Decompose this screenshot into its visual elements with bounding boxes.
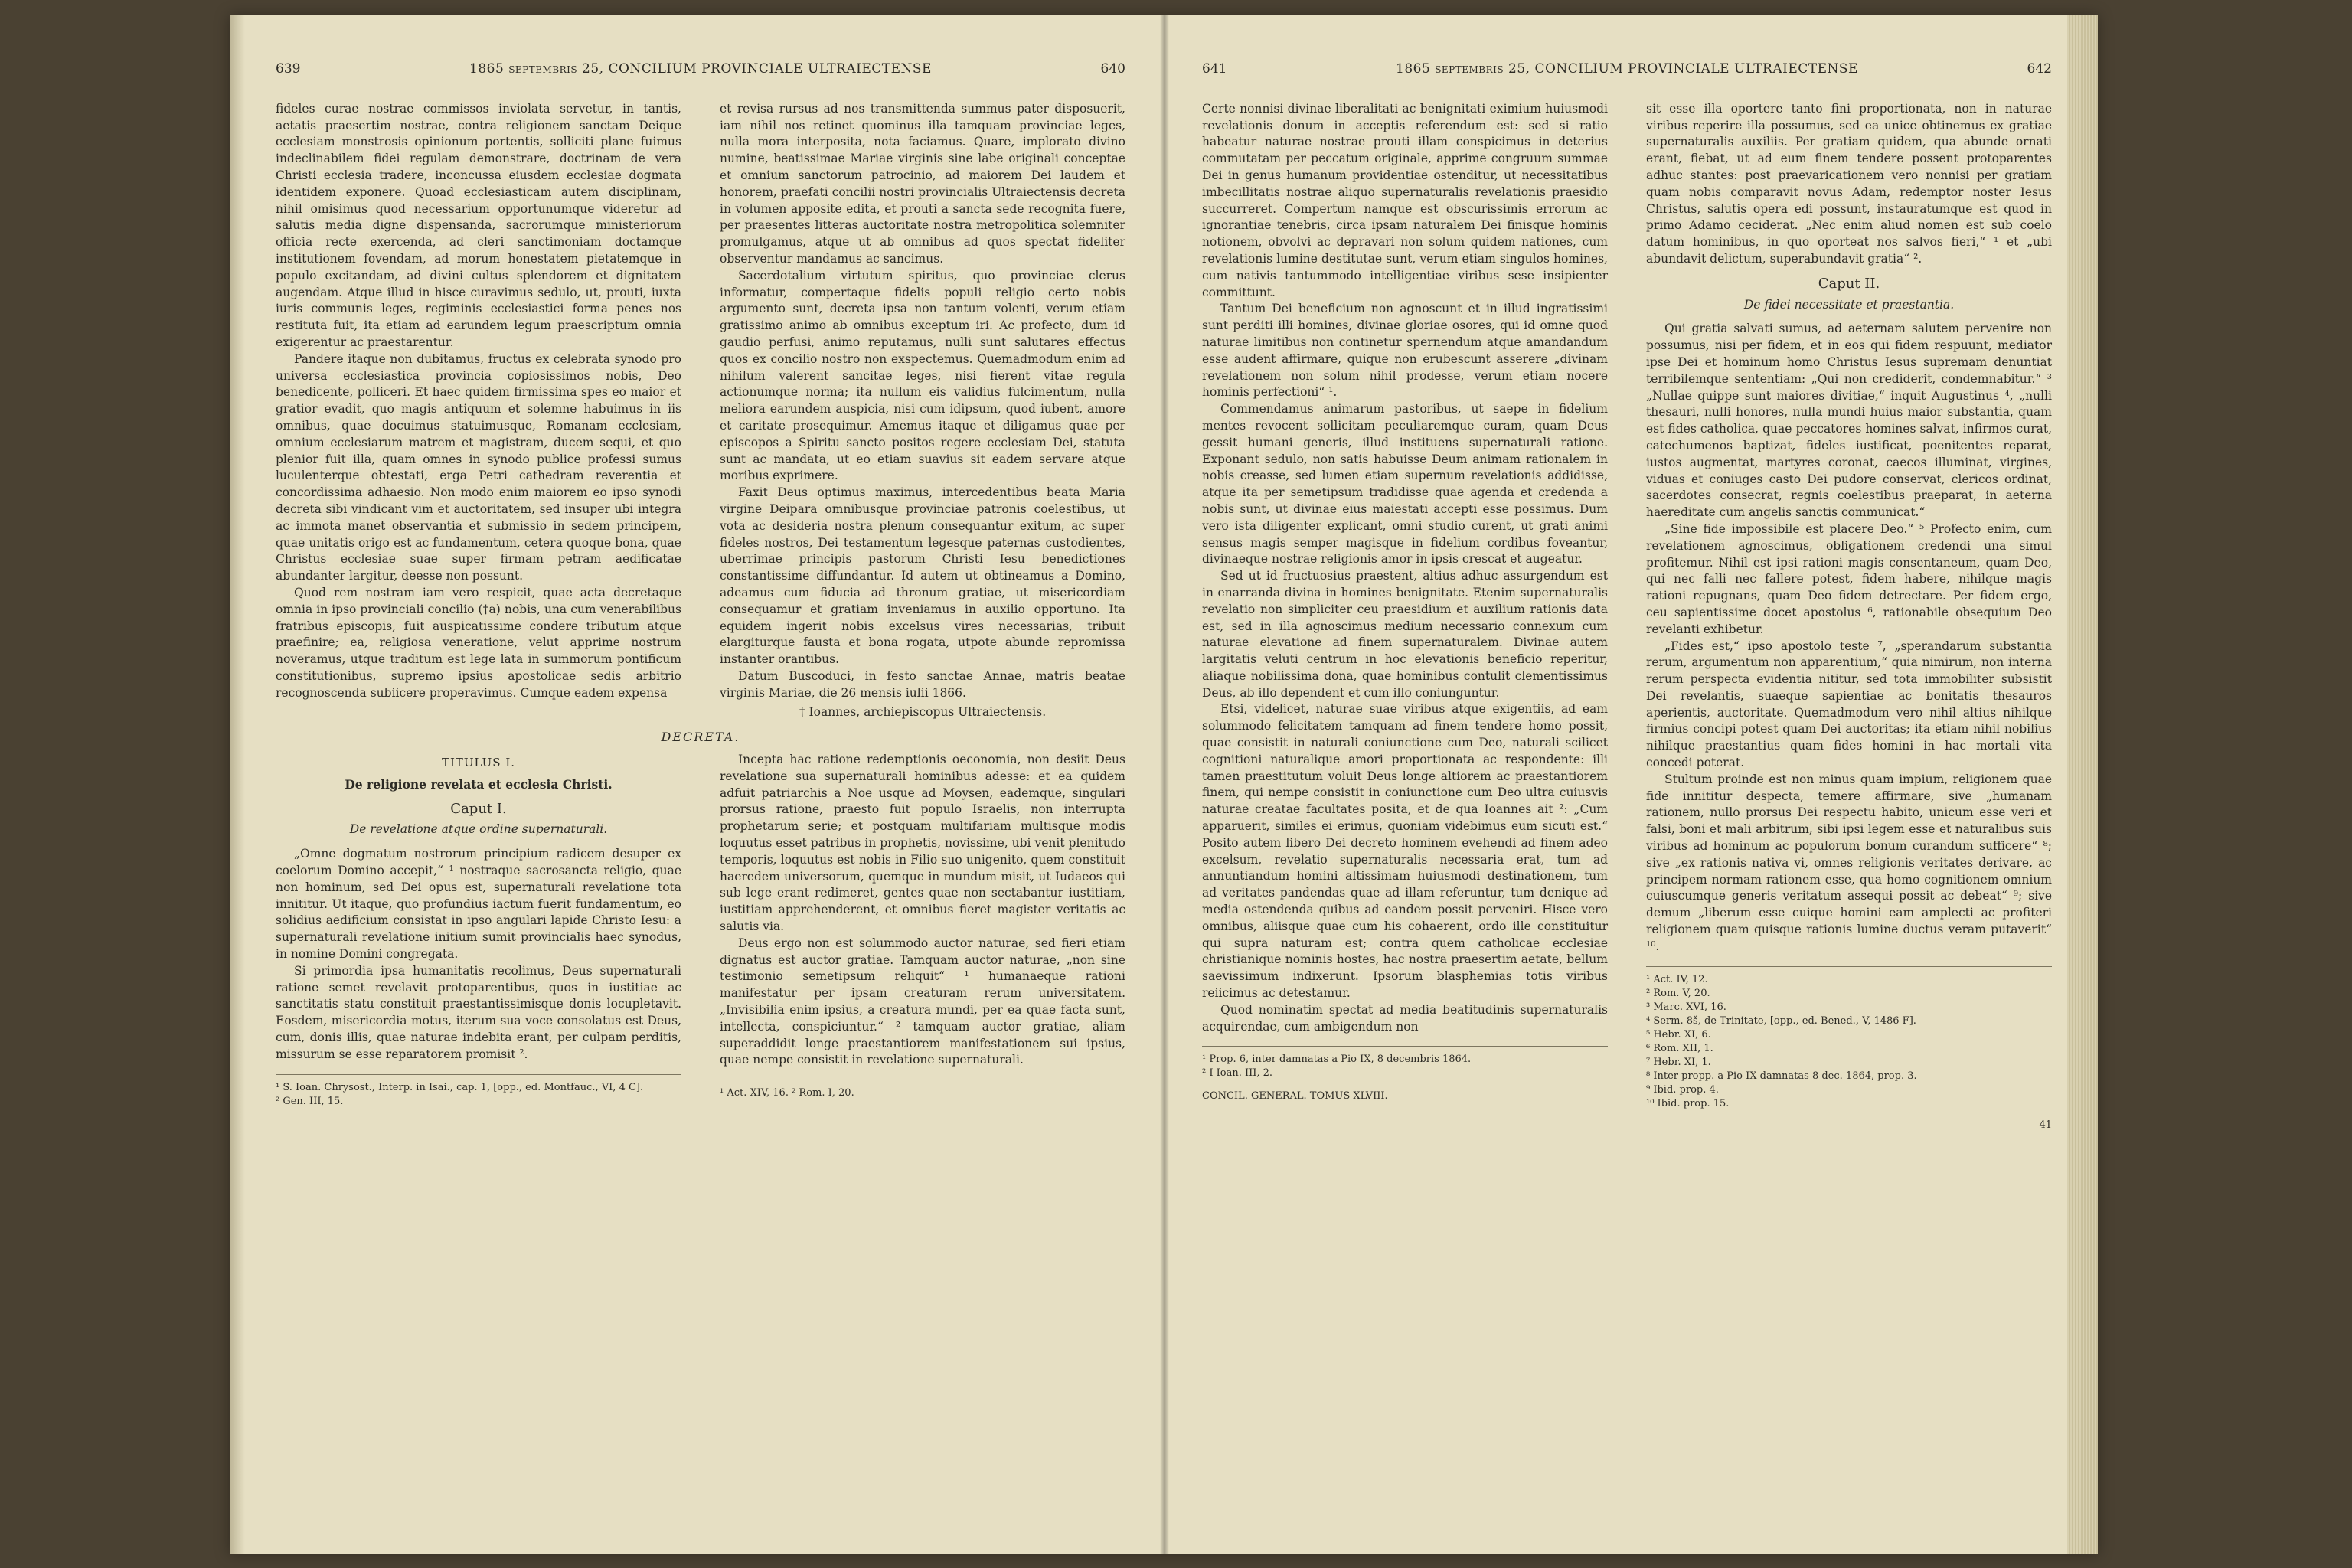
- footnote: ² I Ioan. III, 2.: [1202, 1067, 1273, 1080]
- footnote: ² Rom. V, 20.: [1646, 987, 1710, 999]
- footnote: ¹ Act. IV, 12.: [1646, 973, 1708, 985]
- book-spread: [230, 15, 2098, 1554]
- left-page-column-2-lower: [720, 752, 1125, 1109]
- left-page: [276, 61, 1125, 1539]
- footnote: ¹⁰ Ibid. prop. 15.: [1646, 1097, 1730, 1109]
- paragraph: „Sine fide impossibile est placere Deo.“ ⁵ Profecto enim, cum revelationem agnoscimus, obligationem credendi una simul profitemur. Nihil est ipsi rationi magis consentaneum, quam Deo, qui nec falli nec fallere potest, fidem habere, nihilque magis rationi repugnans, quam Deo fidem detrectare. Per fidem ergo, ceu sapientissime docet apostolus ⁶, rationabile obsequium Deo revelanti exhibetur.: [1646, 521, 2052, 636]
- page-number-641: 641: [1202, 61, 1227, 77]
- footnotes: [720, 1080, 1125, 1100]
- signoff: † Ioannes, archiepiscopus Ultraiectensis.: [799, 705, 1047, 720]
- right-page-column-2: [1646, 101, 2052, 1134]
- paragraph: Stultum proinde est non minus quam impium, religionem quae fide innititur despecta, temere affirmare, sive „humanam rationem, nullo prorsus Dei respectu habito, unicum esse veri et falsi, boni et mali arbitrum, sibi ipsi legem esse et naturalibus suis viribus ad hominum ac populorum bonum curandum sufficere“ ⁸; sive „ex rationis nativa vi, omnes religionis veritates derivare, ac principem normam rationem esse, qua homo cognitionem omnium cuiuscumque generis veritatum assequi possit ac debeat“ ⁹; sive demum „liberum esse cuique homini eam amplecti ac profiteri religionem quam quisque rationis lumine ductus veram putaverit“ ¹⁰.: [1646, 772, 2052, 953]
- paragraph: Commendamus animarum pastoribus, ut saepe in fidelium mentes revocent sollicitam peculiaremque curam, quam Deus gessit humani generis, illud instituens supernaturali ratione. Exponant sedulo, non satis habuisse Deum animam rationalem in nobis creasse, sed lumen etiam supernum revelationis addidisse, atque ita per semetipsum tradidisse quae agenda et credenda a nobis sunt, ut divinae eius maiestati accepti esse possimus. Dum vero ista diligenter explicant, omni studio curent, ut grati animi sensus magis semper magisque in fidelium cordibus foveantur, divinaeque nostrae religionis amor in ipsis crescat et augeatur.: [1202, 402, 1608, 567]
- footnote: ⁴ Serm. 8š, de Trinitate, [opp., ed. Bened., V, 1486 F].: [1646, 1014, 1916, 1027]
- footnote: ¹ Prop. 6, inter damnatas a Pio IX, 8 decembris 1864.: [1202, 1054, 1472, 1066]
- running-head-title: 1865 septembris 25, CONCILIUM PROVINCIALE ULTRAIECTENSE: [469, 61, 932, 77]
- paragraph: Etsi, videlicet, naturae suae viribus atque exigentiis, ad eam solummodo felicitatem tamquam ad finem tendere homo possit, quae consistit in naturali coniunctione cum Deo, naturali scilicet cognitioni naturalique amori proportionata ac respondente: illi tamen praestitutum voluit Deus longe altiorem ac praestantiorem finem, qui nempe consistit in coniunctione cum Deo ultra cuiusvis naturae creatae facultates posita, et de qua Ioannes ait ²: „Cum apparuerit, similes ei erimus, quoniam videbimus eum sicuti est.“ Posito autem libero Dei decreto hominem evehendi ad finem adeo excelsum, revelatio supernaturalis necessaria erat, tum ad annuntiandum homini altissimam huiusmodi destinationem, tum ad veritates pandendas quae ad illam referuntur, tum denique ad media ostendenda quibus ad eandem possit perveniri. Hisce vero omnibus, aliisque quae cum his cohaerent, ordo ille constituitur qui supra naturam est; contra quem catholicae ecclesiae christianique nominis hostes, hac nostra praesertim aetate, bellum saevissimum indixerunt. Ipsorum blasphemias totis viribus reiicimus ac detestamur.: [1202, 702, 1608, 1001]
- paragraph: „Fides est,“ ipso apostolo teste ⁷, „sperandarum substantia rerum, argumentum non apparentium,“ quia nimirum, non interna rerum perspecta evidentia nititur, sed tota immobiliter subsistit Dei revelantis, suaeque sapientiae ac bonitatis thesauros aperientis, auctoritate. Quemadmodum vero nihil altius nihilque firmius concipi potest quam Dei auctoritas; ita etiam nihil nobilius nihilque praestantius quam fides homini in hac mortali vita concedi poterat.: [1646, 639, 2052, 770]
- paragraph: Qui gratia salvati sumus, ad aeternam salutem pervenire non possumus, nisi per fidem, et in eos qui fidem respuunt, mediator ipse Dei et hominum homo Christus Iesus supremam denuntiat terribilemque sententiam: „Qui non crediderit, condemnabitur.“ ³ „Nullae quippe sunt maiores divitiae,“ inquit Augustinus ⁴, „nulli thesauri, nulli honores, nulla mundi huius maior substantia, quam est fides catholica, quae peccatores homines salvat, infirmos curat, catechumenos baptizat, fideles iustificat, poenitentes reparat, iustos augmentat, martyres coronat, caecos illuminat, virgines, viduas et coniuges casto Dei pudore conservat, clericos ordinat, sacerdotes consecrat, regnis coelestibus praeparat, in aeterna haereditate cum angelis sanctis communicat.“: [1646, 322, 2052, 520]
- footnote: ⁹ Ibid. prop. 4.: [1646, 1083, 1719, 1096]
- left-page-column-1: [276, 101, 681, 721]
- caput-heading: De revelatione atque ordine supernaturali.: [349, 822, 608, 837]
- footnote: ⁶ Rom. XII, 1.: [1646, 1042, 1713, 1054]
- book-gutter: [1160, 15, 1169, 1554]
- footnote: ⁸ Inter propp. a Pio IX damnatas 8 dec. 1864, prop. 3.: [1646, 1070, 1917, 1082]
- caput-label: Caput I.: [450, 800, 507, 817]
- left-page-column-2: [720, 101, 1125, 721]
- footnote: ³ Marc. XVI, 16.: [1646, 1001, 1726, 1013]
- paragraph: Faxit Deus optimus maximus, intercedentibus beata Maria virgine Deipara omnibusque provinciae patronis coelestibus, ut vota ac desideria nostra plenum consequantur exitum, ac super fideles nostros, Dei testamentum legesque paternas custodientes, uberrimae principis pastorum Christi Iesu benedictiones constantissime diffundantur. Id autem ut obtineamus a Domino, adeamus cum fiducia ad thronum gratiae, ut misericordiam consequamur et gratiam inveniamus in auxilio opportuno. Ita equidem ingerit nobis excelsus vires necessarias, tribuit elargiturque fausta et bona rogata, utpote abunde repromissa instanter orantibus.: [720, 485, 1125, 667]
- page-number-640: 640: [1100, 61, 1125, 77]
- footnote: ¹ Act. XIV, 16. ² Rom. I, 20.: [720, 1087, 854, 1099]
- left-running-head: [276, 61, 1125, 78]
- right-page: [1202, 61, 2052, 1539]
- paragraph: Quod rem nostram iam vero respicit, quae acta decretaque omnia in ipso provinciali concilio (†a) nobis, una cum venerabilibus fratribus episcopis, fuit auspicatissime condere tributum atque praefinire; ea, religiosa veneratione, velut apprime nostrum noveramus, utque traditum est lege lata in summorum pontificum constitutionibus, supremo ipsius apostolicae sedis arbitrio recognoscenda subiicere properavimus. Cumque eadem expensa: [276, 585, 681, 700]
- paragraph: Certe nonnisi divinae liberalitati ac benignitati eximium huiusmodi revelationis donum in acceptis referendum est: sed si ratio habeatur naturae nostrae prouti illam conspicimus in deterius commutatam per peccatum originale, apprime congruum summae Dei in genus humanum providentiae ostenditur, ut necessitatibus imbecillitatis nostrae aliquo supernaturalis revelationis praesidio succurreret. Compertum namque est obscurissimis errorum ac ignorantiae tenebris, circa ipsam naturalem Dei finisque hominis notionem, obvolvi ac depravari non solum quidem nationes, cum revelationis lumine destitutae sunt, verum etiam singulos homines, cum nativis tantummodo intelligentiae viribus sese insipienter committunt.: [1202, 101, 1608, 299]
- paragraph: Deus ergo non est solummodo auctor naturae, sed fieri etiam dignatus est auctor gratiae. Tamquam auctor naturae, „non sine testimonio semetipsum reliquit“ ¹ humanaeque rationi manifestatur per ipsam creaturam rerum universitatem. „Invisibilia enim ipsius, a creatura mundi, per ea quae facta sunt, intellecta, conspiciuntur.“ ² tamquam auctor gratiae, aliam superaddidit longe praestantiorem manifestationem sui ipsius, quae nempe consistit in revelatione supernaturali.: [720, 936, 1125, 1067]
- paragraph: Datum Buscoduci, in festo sanctae Annae, matris beatae virginis Mariae, die 26 mensis iulii 1866.: [720, 668, 1125, 700]
- footnote: ² Gen. III, 15.: [276, 1095, 344, 1107]
- page-number-639: 639: [276, 61, 301, 77]
- titulus-label: TITULUS I.: [441, 756, 516, 770]
- book-edge-right: [2067, 15, 2098, 1554]
- book-edge-left: [230, 15, 245, 1554]
- page-number-642: 642: [2027, 61, 2052, 77]
- right-running-head: [1202, 61, 2052, 78]
- decreta-heading: DECRETA.: [661, 730, 740, 745]
- paragraph: Si primordia ipsa humanitatis recolimus, Deus supernaturali ratione semet revelavit protoparentibus, quos in iustitiae ac sanctitatis statu constituit praestantissimisque donis locupletavit. Eosdem, misericordia motus, iterum sua voce consolatus est Deus, cum, donis illis, quae naturae indebita erant, per culpam perditis, missurum se esse reparatorem promisit ².: [276, 963, 681, 1061]
- caput-heading: De fidei necessitate et praestantia.: [1743, 297, 1955, 312]
- paragraph: Sacerdotalium virtutum spiritus, quo provinciae clerus informatur, compertaque fidelis populi religio certo nobis argumento sunt, decreta ipsa non tantum volenti, verum etiam gratissimo animo ab omnibus exceptum iri. Ac profecto, dum id gaudio perfusi, animo reputamus, nulli sunt salutares effectus quos ex concilio nostro non exspectemus. Quemadmodum enim ad nihilum valerent sancitae leges, nisi fierent vitae regula actionumque norma; ita nullum eis validius fulcimentum, nulla meliora earundem auspicia, nisi cum idipsum, quod iubent, amore et caritate prosequimur. Amemus itaque et diligamus quae per episcopos a Spiritu sancto positos regere ecclesiam Dei, statuta sunt ac mandata, ut eo etiam suavius sit eadem servare atque moribus exprimere.: [720, 268, 1125, 483]
- running-head-title: 1865 septembris 25, CONCILIUM PROVINCIALE ULTRAIECTENSE: [1396, 61, 1858, 77]
- paragraph: sit esse illa oportere tanto fini proportionata, non in naturae viribus reperire illa possumus, sed ea unice obtinemus ex gratiae supernaturalis auxiliis. Per gratiam quidem, qua abunde ornati erant, fiebat, ut ad eum finem tendere possent protoparentes adhuc stantes: post praevaricationem vero nonnisi per gratiam quam nobis comparavit novus Adam, redemptor noster Iesus Christus, salutis opera edi possunt, instauratumque est quod in primo Adamo ceciderat. „Nec enim aliud nomen est sub coelo datum hominibus, in quo oporteat nos salvos fieri,“ ¹ et „ubi abundavit delictum, superabundavit gratia“ ².: [1646, 101, 2052, 266]
- footnotes: [276, 1074, 681, 1109]
- footnote: ⁵ Hebr. XI, 6.: [1646, 1028, 1711, 1040]
- paragraph: et revisa rursus ad nos transmittenda summus pater disposuerit, iam nihil nos retinet quominus illa tamquam provinciae leges, nulla mora interposita, nota faciamus. Quare, implorato divino numine, beatissimae Mariae virginis sine labe originali conceptae et omnium sanctorum patrocinio, ad maiorem Dei laudem et honorem, praefati concilii nostri provincialis Ultraiectensis decreta in volumen apposite edita, et prouti a sancta sede recognita fuere, per praesentes litteras auctoritate nostra metropolitica solemniter promulgamus, atque ut ab omnibus ad quos spectat fideliter observentur mandamus ac sancimus.: [720, 101, 1125, 266]
- footnote: ⁷ Hebr. XI, 1.: [1646, 1056, 1711, 1068]
- paragraph: Incepta hac ratione redemptionis oeconomia, non desiit Deus revelatione sua supernaturali hominibus adesse: et ea quidem adfuit patriarchis a Noe usque ad Moysen, eademque, singulari prorsus ratione, praesto fuit populo Israelis, non interrupta prophetarum serie; et postquam multifariam multisque modis loquutus esset patribus in prophetis, novissime, ubi venit plenitudo temporis, loquutus est nobis in Filio suo unigenito, quem constituit haeredem universorum, quemque in mundum misit, ut Iudaeos qui sub lege erant redimeret, gentes quae non sectabantur iustitiam, iustitiam apprehenderent, et omnibus fieret magister veritatis ac salutis via.: [720, 753, 1125, 934]
- titulus-heading: De religione revelata et ecclesia Christi.: [345, 776, 612, 792]
- bottom-folio: 41: [2039, 1119, 2052, 1131]
- signature-line: CONCIL. GENERAL. TOMUS XLVIII.: [1202, 1090, 1388, 1102]
- paragraph: Quod nominatim spectat ad media beatitudinis supernaturalis acquirendae, cum ambigendum non: [1202, 1002, 1608, 1034]
- footnote: ¹ S. Ioan. Chrysost., Interp. in Isai., cap. 1, [opp., ed. Montfauc., VI, 4 C].: [276, 1081, 644, 1093]
- paragraph: fideles curae nostrae commissos inviolata servetur, in tantis, aetatis praesertim nostrae, contra religionem sanctam Deique ecclesiam monstrosis opinionum portentis, solliciti plane fuimus indeclinabilem fidei regulam demonstrare, doctrinam de vera Christi ecclesia tradere, inconcussa eiusdem ecclesiae dogmata identidem exponere. Quoad ecclesiasticam autem disciplinam, nihil omisimus quod necessarium opportunumque videretur ad salutis media digne dispensanda, sacrorumque ministeriorum officia recte exercenda, ad cleri sanctimoniam doctamque institutionem fovendam, ad morum honestatem pietatemque in populo excitandam, ad divini cultus splendorem et dignitatem augendam. Atque illud in hisce curavimus sedulo, ut, prouti, iuxta iuris communis leges, regiminis ecclesiastici forma penes nos restituta fuit, ita etiam ad earundem legum praescriptum omnia exigerentur ac praestarentur.: [276, 101, 681, 349]
- caput-label: Caput II.: [1818, 275, 1880, 292]
- paragraph: Pandere itaque non dubitamus, fructus ex celebrata synodo pro universa ecclesiastica provincia copiosissimos nobis, Deo benedicente, polliceri. Et haec quidem firmissima spes eo maior et gratior evadit, quo magis antiquum et solemne habuimus in iis omnibus, quae docuimus statuimusque, Romanam ecclesiam, omnium ecclesiarum matrem et magistram, ducem sequi, et quo plenior fuit illa, quam omnes in synodo publice professi sumus luculenterque obtestati, erga Petri cathedram reverentia et concordissima adhaesio. Non modo enim maiorem eo ipso synodi decreta sibi vindicant vim et auctoritatem, sed insuper ubi integra ac immota manet observantia et submissio in sedem principem, quae unitatis origo est ac fundamentum, cetera quoque bona, quae Christus ecclesiae suae super firmam petram aedificatae abundanter largitur, deesse non possunt.: [276, 351, 681, 583]
- footnotes: [1646, 966, 2052, 1111]
- paragraph: Tantum Dei beneficium non agnoscunt et in illud ingratissimi sunt perditi illi homines, divinae gloriae osores, qui id omne quod naturae limitibus non continetur spernendum atque amandandum esse audent affirmare, quique non erubescunt asserere „divinam revelationem non solum nihil prodesse, verum etiam nocere hominis perfectioni“ ¹.: [1202, 302, 1608, 400]
- right-page-column-1: [1202, 101, 1608, 1134]
- left-page-column-1-lower: [276, 752, 681, 1109]
- paragraph: Sed ut id fructuosius praestent, altius adhuc assurgendum est in enarranda divina in homines benignitate. Etenim supernaturalis revelatio non simpliciter ceu praesidium et auxilium rationis data est, sed in illa agnoscimus medium necessario connexum cum naturae elevatione ad finem supernaturalem. Divinae autem largitatis veluti centrum in hoc elevationis beneficio reperitur, aliaque nobilissima dona, quae hominibus contulit clementissimus Deus, ab illo dependent et cum illo coniunguntur.: [1202, 569, 1608, 700]
- footnotes: [1202, 1046, 1608, 1080]
- paragraph: „Omne dogmatum nostrorum principium radicem desuper ex coelorum Domino accepit,“ ¹ nostraque sacrosancta religio, quae non hominum, sed Dei opus est, supernaturali revelatione tota innititur. Ut itaque, quo profundius iactum fuerit fundamentum, eo solidius aedificium consistat in ipso angulari lapide Christo Iesu: a supernaturali revelatione initium sumit provincialis haec synodus, in nomine Domini congregata.: [276, 847, 681, 962]
